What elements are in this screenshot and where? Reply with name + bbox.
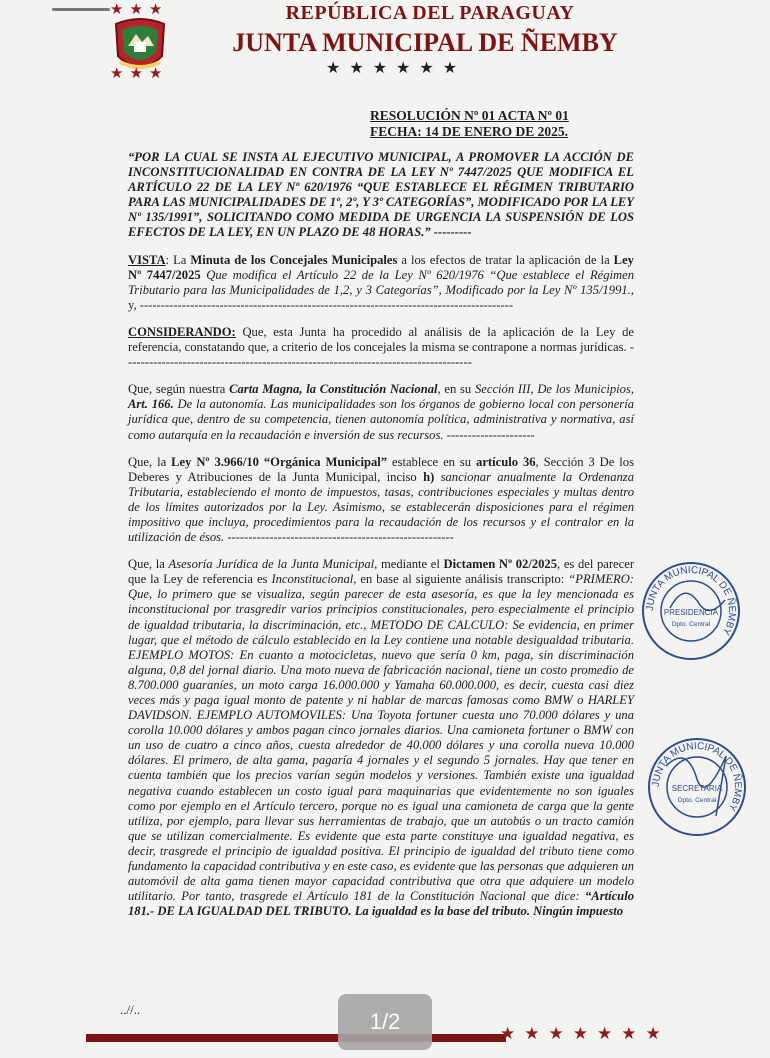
ley-name: Ley Nº 3.966/10 “Orgánica Municipal” [171,454,388,469]
crest-stars-top: ★★★ [110,2,169,18]
crest-stars-bottom: ★★★ [110,66,169,82]
ley-dashes: ------------------------------------------------------ [224,530,454,545]
ley-article: artículo 36 [476,454,536,469]
stamp1-bottom: Dpto. Central [671,621,711,628]
stamp1-center: PRESIDENCIA [663,608,719,617]
considerando-paragraph [128,325,634,370]
vista-text-2: a los efectos de tratar la aplicación de la [397,252,614,267]
ley-text-1: Que, la [128,454,172,469]
carta-article: Art. 166. [128,397,174,412]
entity-title: JUNTA MUNICIPAL DE ÑEMBY [232,28,618,57]
stamp2-bottom: Dpto. Central [677,797,717,804]
resolution-number: RESOLUCIÓN Nº 01 ACTA Nº 01 [370,108,569,123]
carta-constitution: Carta Magna, la Constitución Nacional [229,382,438,397]
vista-label: VISTA [128,252,166,267]
asesoria-paragraph [128,557,634,919]
vista-text-3: , y, ----------------------------------------------------------------------------------------- [128,282,634,312]
ley-text-2: establece en su [387,454,477,469]
carta-dashes: --------------------- [443,427,535,442]
vista-paragraph [128,253,634,313]
article-181-quote: “Artículo 181.- DE LA IGUALDAD DEL TRIBUTO. La igualdad es la base del tributo. Ningún impuesto [128,889,634,919]
carta-section: Sección III, De los Municipios, [474,382,634,397]
considerando-text: Que, esta Junta ha procedido al análisis de la aplicación de la Ley de referencia, constatando que, a criterio de los concejales la misma se contrapone a normas jurídicas. ----------------------------------------------------------------------------------- [128,324,634,370]
signature-mark: ..//.. [120,1002,141,1017]
secretaria-stamp-icon [646,736,748,838]
considerando-label: CONSIDERANDO: [128,324,236,339]
stamp2-top: JUNTA MUNICIPAL DE ÑEMBY [650,740,744,813]
carta-magna-paragraph [128,382,634,442]
resolution-date: FECHA: 14 DE ENERO DE 2025. [370,124,569,139]
asesoria-name: Asesoría Jurídica de la Junta Municipal [168,557,375,572]
vista-minuta: Minuta de los Concejales Municipales [190,252,398,267]
asesoria-text-4: , en base al siguiente análisis transcripto: [353,572,569,587]
footer-bar [86,1034,506,1042]
asesoria-text-2: , mediante el [374,557,444,572]
header-stars: ★★★★★★ [326,60,467,77]
vista-text: : La [165,252,191,267]
inconstitucional-word: Inconstitucional [271,572,354,587]
footer-stars: ★★★★★★★ [500,1024,670,1043]
presidencia-stamp-icon [640,560,742,662]
stamp1-top: JUNTA MUNICIPAL DE ÑEMBY [644,564,738,637]
country-title: REPÚBLICA DEL PARAGUAY [285,2,575,24]
page-indicator[interactable]: 1/2 [338,994,432,1050]
resolution-headline: “POR LA CUAL SE INSTA AL EJECUTIVO MUNICIPAL, A PROMOVER LA ACCIÓN DE INCONSTITUCIONALIDAD EN CONTRA DE LA LEY Nº 7447/2025 QUE MODIFICA EL ARTÍCULO 22 DE LA LEY Nº 620/1976 “QUE ESTABLECE EL RÉGIMEN TRIBUTARIO PARA LAS MUNICIPALIDADES DE 1º, 2º, Y 3º CATEGORÍAS”, MODIFICADO POR LA LEY Nº 135/1991”, SOLICITANDO COMO MEDIDA DE URGENCIA LA SUSPENSIÓN DE LOS EFECTOS DE LA LEY, EN UN PLAZO DE 48 HORAS.” --------- [128,150,634,240]
asesoria-quote: “PRIMERO: Que, lo primero que se visualiza, según parecer de esta asesoría, es que la ley mencionada es inconstitucional por trasgredir varios principios constitucionales, pero especialmente el principio de igualdad tributaria, la discriminación, etc., METODO DE CALCULO: Se evidencia, en primer lugar, que el método de cálculo establecido en la Ley contiene una notable desigualdad tributaria. EJEMPLO MOTOS: En cuanto a motocicletas, nuevo que sería 0 km, paga, sin discriminación alguna, 0,8 del jornal diario. Una moto nueva de fabricación nacional, tiene un costo promedio de 8.700.000 guaraníes, un moto carga 16.000.000 y Yamaha 60.000.000, es decir, cuesta casi diez veces más y paga igual monto de patente y ni hablar de marcas famosas como BMW o HARLEY DAVIDSON. EJEMPLO AUTOMOVILES: Una Toyota fortuner cuesta uno 70.000 dólares y una corolla 10.000 dólares y ambos pagan cinco jornales diarios. Una camioneta fortuner o BMW con un uso de cuatro a cinco años, cuesta alrededor de 40.000 dólares y una corolla nueva 10.000 dólares. El primero, de alta gama, pagaría 4 jornales y el segundo 5 jornales. Hay que tener en cuenta también que los precios varían según modelos y versiones. También existe una igualdad negativa cuando establecen un costo igual para maquinarias que evidentemente no son iguales como por ejemplo en el Artículo tercero, porque no es igual una camioneta de carga que la gente utiliza, por ejemplo, para llevar sus herramientas de trabajo, que un autobús o un tracto camión que se utilizan comercialmente. Es evidente que esta parte constituye una igualdad negativa, es decir, trasgrede el principio de igualdad positiva. El principio de igualdad del tributo tiene como fundamento la capacidad contributiva y en este caso, es evidente que las personas que adquieren un automóvil de alta gama tienen mayor capacidad contributiva que otra que adquiere un modelo utilitario. Por tanto, trasgrede el Artículo 181 de la Constitución Nacional que dice: [128,572,634,904]
top-handle-line [52,8,110,11]
asesoria-text-1: Que, la [128,557,169,572]
carta-text-2: , en su [437,382,475,397]
resolution-block [370,108,569,140]
ley-quote: sancionar anualmente la Ordenanza Tributaria, estableciendo el monto de impuestos, tasas, contribuciones especiales y multas dentro de los límites autorizados por la Ley. Asimismo, se establecerán disposiciones para el régimen impositivo que incluya, procedimientos para la recaudación de los recursos y el contralor en la utilización de ésos. [128,469,634,545]
asesoria-text-3: , es del parecer que la Ley de referencia es [128,557,635,587]
ley-text-3: , Sección 3 De los Deberes y Atribuciones de la Junta Municipal, inciso [128,454,634,484]
stamp2-center: SECRETARIA [671,784,723,793]
ley-organica-paragraph [128,455,634,546]
vista-law: Ley Nº 7447/2025 [128,252,634,282]
document-body [128,150,634,931]
vista-law-title: Que modifica el Artículo 22 de la Ley Nº 620/1976 “Que establece el Régimen Tributario para las Municipalidades de 1,2, y 3 Categorías”, Modificado por la Ley Nº 135/1991. [128,267,634,297]
ley-inciso: h) [423,469,435,484]
dictamen-number: Dictamen Nº 02/2025 [443,557,558,572]
carta-quote: De la autonomía. Las municipalidades son los órganos de gobierno local con personería jurídica que, dentro de su competencia, tienen autonomía política, administrativa y normativa, así como autarquía en la recaudación e inversión de sus recursos. [128,397,634,442]
carta-text-1: Que, según nuestra [128,382,230,397]
